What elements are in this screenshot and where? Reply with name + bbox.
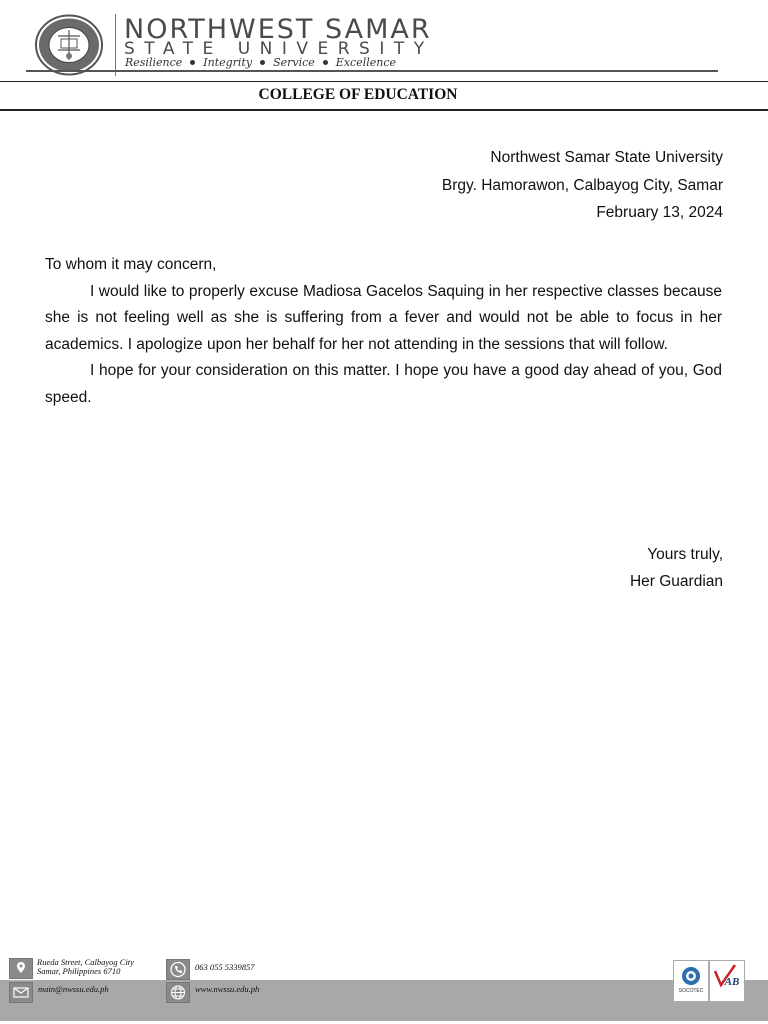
college-top-rule bbox=[0, 81, 768, 82]
location-icon bbox=[9, 958, 33, 979]
footer-website: www.nwssu.edu.ph bbox=[195, 984, 260, 994]
footer-email: main@nwssu.edu.ph bbox=[38, 984, 109, 994]
header-divider bbox=[115, 14, 116, 76]
college-title: COLLEGE OF EDUCATION bbox=[258, 86, 458, 103]
college-bottom-rule bbox=[0, 109, 768, 111]
phone-icon bbox=[166, 959, 190, 980]
cert-label: SOCOTEC bbox=[678, 988, 704, 994]
footer-band bbox=[0, 980, 768, 1021]
letter-paragraph: I hope for your consideration on this matter. I hope you have a good day ahead of you, God speed. bbox=[45, 362, 722, 406]
university-subtitle: STATE UNIVERSITY bbox=[124, 39, 434, 59]
footer-phone: 063 055 5339857 bbox=[195, 962, 255, 972]
address-line: Brgy. Hamorawon, Calbayog City, Samar bbox=[441, 176, 723, 194]
motto-resilience: Resilience bbox=[125, 56, 183, 69]
university-name: NORTHWEST SAMAR bbox=[124, 14, 432, 45]
footer-address-line: Rueda Street, Calbayog City bbox=[37, 957, 134, 967]
ab-accreditation-logo bbox=[709, 960, 745, 1002]
letter-address-block bbox=[442, 144, 723, 227]
university-motto bbox=[125, 56, 396, 69]
motto-excellence: Excellence bbox=[335, 56, 397, 69]
email-icon bbox=[9, 982, 33, 1003]
cert-label: AB bbox=[724, 976, 740, 988]
motto-service: Service bbox=[273, 56, 315, 69]
letter-body bbox=[45, 252, 722, 411]
motto-integrity: Integrity bbox=[203, 56, 253, 69]
globe-icon bbox=[166, 982, 190, 1003]
footer-address-line: Samar, Philippines 6710 bbox=[37, 966, 121, 976]
letter-closing: Yours truly, bbox=[647, 546, 723, 563]
letter-salutation: To whom it may concern, bbox=[45, 256, 217, 273]
letter-paragraph: I would like to properly excuse Madiosa Gacelos Saquing in her respective classes because she is not feeling well as she is suffering from a fever and would not be able to focus in her academics. I apologize upon her behalf for her not attending in the sessions that will follow. bbox=[45, 282, 722, 353]
motto-bullet-icon bbox=[323, 60, 328, 65]
header-rule bbox=[26, 70, 718, 72]
letter-signature: Her Guardian bbox=[629, 572, 723, 590]
university-seal-logo bbox=[34, 14, 104, 76]
letter-closing-block bbox=[630, 542, 723, 595]
socotec-certification-logo bbox=[673, 960, 709, 1002]
address-line: Northwest Samar State University bbox=[490, 149, 723, 166]
footer-address bbox=[37, 958, 134, 976]
motto-bullet-icon bbox=[190, 60, 195, 65]
motto-bullet-icon bbox=[260, 60, 265, 65]
letter-date: February 13, 2024 bbox=[596, 204, 723, 221]
